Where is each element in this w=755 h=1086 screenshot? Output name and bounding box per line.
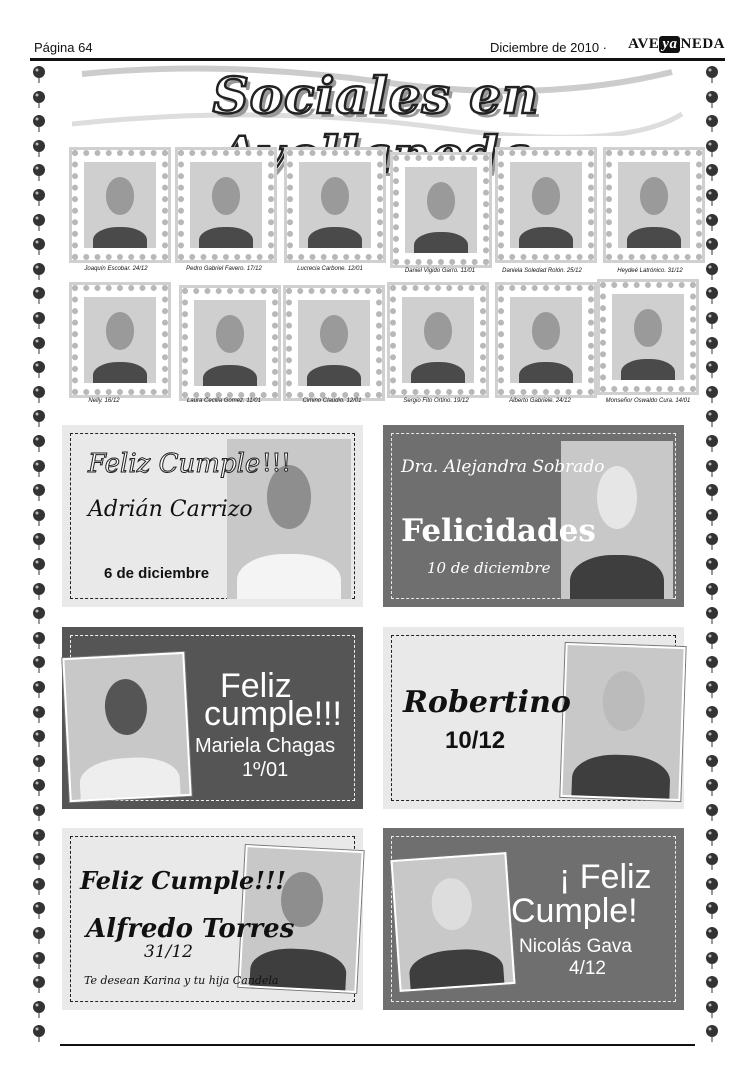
person-name: Nicolás Gava	[519, 936, 632, 957]
greeting-line2: Cumple!	[511, 892, 638, 930]
person-name: Robertino	[403, 685, 571, 720]
stamp-caption: Nelly. 16/12	[88, 398, 120, 404]
stamp-photo	[287, 150, 383, 260]
balloon-icon	[705, 976, 719, 993]
balloon-icon	[32, 558, 46, 575]
stamp-caption: Monseñor Oswaldo Cura. 14/01	[605, 398, 691, 404]
section-title: Sociales en	[212, 66, 540, 125]
balloon-icon	[32, 140, 46, 157]
person-name: Adrián Carrizo	[88, 497, 253, 522]
stamp-photo	[182, 288, 278, 398]
balloon-icon	[705, 287, 719, 304]
balloon-icon	[705, 66, 719, 83]
greeting-date: 10 de diciembre	[427, 559, 551, 577]
balloon-icon	[32, 312, 46, 329]
balloon-icon	[32, 902, 46, 919]
person-name: Mariela Chagas	[195, 735, 336, 757]
birthday-card-robertino	[383, 627, 684, 809]
page-number: Página 64	[34, 40, 93, 55]
balloon-icon	[32, 189, 46, 206]
balloon-icon	[705, 164, 719, 181]
balloon-icon	[32, 1001, 46, 1018]
page-header	[30, 36, 725, 61]
balloon-icon	[32, 214, 46, 231]
person-name: Dra. Alejandra Sobrado	[401, 457, 605, 477]
balloon-icon	[705, 337, 719, 354]
balloon-icon	[705, 583, 719, 600]
person-name: Alfredo Torres	[86, 914, 295, 944]
stamp-photo	[390, 285, 486, 395]
balloon-icon	[705, 214, 719, 231]
balloon-icon	[705, 681, 719, 698]
balloon-icon	[705, 902, 719, 919]
greeting-line1: ¡ Feliz	[559, 858, 652, 896]
balloon-icon	[32, 927, 46, 944]
greeting-line1: Feliz	[220, 667, 292, 705]
balloon-icon	[32, 410, 46, 427]
balloon-icon	[32, 976, 46, 993]
balloon-icon	[32, 91, 46, 108]
masthead-logo: AVE ya NEDA	[628, 36, 725, 52]
balloon-icon	[32, 115, 46, 132]
balloon-icon	[705, 706, 719, 723]
stamp-photo	[178, 150, 274, 260]
stamp-photo	[72, 150, 168, 260]
birthday-card-torres	[62, 828, 363, 1010]
balloon-icon	[705, 238, 719, 255]
balloon-icon	[32, 853, 46, 870]
stamp-caption: Laura Cecilia Gomez. 11/01	[187, 398, 261, 404]
balloon-icon	[32, 66, 46, 83]
balloon-icon	[705, 189, 719, 206]
greeting-card-sobrado	[383, 425, 684, 607]
stamp-photo	[498, 150, 594, 260]
balloon-icon	[705, 927, 719, 944]
birthday-date: 4/12	[569, 958, 606, 979]
stamp-caption: Daniel Vigido Garro. 11/01	[404, 268, 476, 274]
portrait-photo	[560, 643, 685, 801]
exclamation-text: !!!	[262, 449, 291, 477]
balloon-icon	[32, 583, 46, 600]
birthday-date: 10/12	[445, 727, 506, 754]
birthday-card-chagas	[62, 627, 363, 809]
stamp-photo	[393, 155, 489, 265]
footer-rule	[60, 1044, 695, 1046]
stamp-caption: Cimino Claudio. 12/01	[302, 398, 362, 404]
balloon-icon	[705, 730, 719, 747]
greeting-text: Feliz Cumple!!!	[80, 866, 286, 895]
stamp-photo	[600, 282, 696, 392]
right-balloon-border	[705, 66, 723, 1056]
birthday-card-carrizo	[62, 425, 363, 607]
issue-date: Diciembre de 2010 ·	[489, 40, 607, 55]
balloon-icon	[705, 484, 719, 501]
stamp-caption: Pedro Gabriel Favero. 17/12	[186, 266, 262, 272]
balloon-icon	[32, 263, 46, 280]
balloon-icon	[32, 706, 46, 723]
balloon-icon	[32, 829, 46, 846]
balloon-icon	[705, 1001, 719, 1018]
balloon-icon	[32, 337, 46, 354]
birthday-date: 1º/01	[242, 759, 289, 781]
balloon-icon	[705, 460, 719, 477]
balloon-icon	[705, 656, 719, 673]
balloon-icon	[32, 952, 46, 969]
balloon-icon	[705, 140, 719, 157]
stamp-caption: Sergio Fito Ortino. 19/12	[403, 398, 469, 404]
greeting-text: Feliz Cumple	[88, 449, 261, 479]
balloon-icon	[32, 435, 46, 452]
portrait-photo	[391, 852, 516, 992]
birthday-date: 6 de diciembre	[104, 565, 210, 582]
balloon-icon	[705, 829, 719, 846]
balloon-icon	[32, 533, 46, 550]
balloon-icon	[32, 287, 46, 304]
balloon-icon	[705, 558, 719, 575]
stamp-photo	[498, 285, 594, 395]
balloon-icon	[32, 632, 46, 649]
balloon-icon	[705, 410, 719, 427]
balloon-icon	[705, 533, 719, 550]
balloon-icon	[705, 509, 719, 526]
balloon-icon	[32, 607, 46, 624]
balloon-icon	[705, 878, 719, 895]
balloon-icon	[32, 460, 46, 477]
greeting-text: Felicidades	[401, 513, 596, 549]
birthday-card-gava	[383, 828, 684, 1010]
balloon-icon	[32, 730, 46, 747]
balloon-icon	[32, 878, 46, 895]
balloon-icon	[705, 361, 719, 378]
balloon-icon	[32, 164, 46, 181]
stamp-photo	[286, 288, 382, 398]
stamp-caption: Daniela Soledad Rolón. 25/12	[502, 268, 582, 274]
balloon-icon	[705, 115, 719, 132]
dedication-note: Te desean Karina y tu hija Candela	[84, 974, 279, 987]
balloon-icon	[32, 238, 46, 255]
balloon-icon	[32, 804, 46, 821]
balloon-icon	[705, 779, 719, 796]
balloon-icon	[705, 607, 719, 624]
stamp-caption: Heydeé Latrónico. 31/12	[617, 268, 683, 274]
balloon-icon	[32, 484, 46, 501]
balloon-icon	[32, 755, 46, 772]
portrait-photo	[62, 652, 191, 802]
balloon-icon	[705, 952, 719, 969]
birthday-date: 31/12	[144, 942, 193, 962]
title-banner	[62, 64, 690, 136]
stamp-caption: Alberto Gabriele. 24/12	[509, 398, 571, 404]
stamp-photo	[72, 285, 168, 395]
left-balloon-border	[32, 66, 50, 1056]
balloon-icon	[705, 1025, 719, 1042]
balloon-icon	[705, 312, 719, 329]
balloon-icon	[32, 656, 46, 673]
balloon-icon	[705, 435, 719, 452]
balloon-icon	[32, 681, 46, 698]
balloon-icon	[705, 755, 719, 772]
balloon-icon	[32, 509, 46, 526]
balloon-icon	[32, 361, 46, 378]
balloon-icon	[705, 632, 719, 649]
balloon-icon	[32, 779, 46, 796]
stamp-caption: Lucrecia Carbone. 12/01	[297, 266, 363, 272]
stamp-caption: Joaquín Escobar. 24/12	[84, 266, 148, 272]
balloon-icon	[705, 853, 719, 870]
greeting-line2: cumple!!!	[204, 695, 342, 733]
balloon-icon	[705, 804, 719, 821]
stamp-photo	[606, 150, 702, 260]
balloon-icon	[32, 1025, 46, 1042]
balloon-icon	[705, 91, 719, 108]
